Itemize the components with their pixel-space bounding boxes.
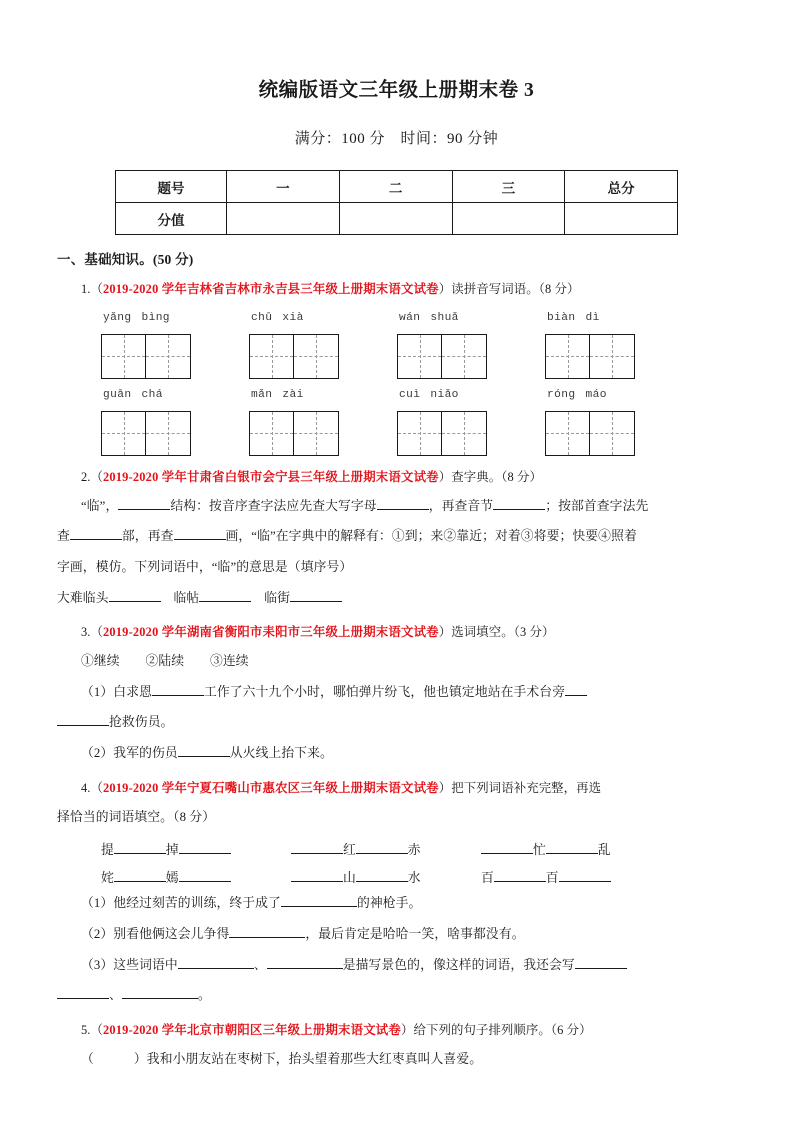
question-4-fill-2 — [57, 917, 736, 948]
tianzige-cell[interactable] — [397, 411, 442, 456]
tianzige-grid[interactable] — [545, 334, 693, 379]
q2-text: 查 — [57, 529, 70, 544]
q4-text: （1）他经过刻苦的训练，终于成了 — [81, 896, 281, 911]
score-table-wrapper — [57, 148, 736, 235]
idiom-item — [101, 867, 291, 886]
q3-text: （1）白求恩 — [81, 684, 152, 699]
q2-text: 结构：按音序查字法应先查大写字母 — [170, 498, 377, 513]
answer-blank[interactable] — [291, 853, 343, 854]
answer-blank[interactable] — [575, 968, 627, 969]
page-title: 统编版语文三年级上册期末卷 3 — [258, 80, 535, 101]
pinyin-label — [397, 312, 545, 330]
idiom-char: 忙 — [533, 843, 546, 858]
section-heading: 一、基础知识。(50 分) — [57, 252, 194, 268]
tianzige-cell[interactable] — [101, 411, 146, 456]
q4-text: 是描写景色的，像这样的词语，我还会写 — [342, 957, 575, 972]
tianzige-cell[interactable] — [294, 334, 339, 379]
q2-text: ，再查音节 — [428, 498, 494, 513]
idiom-char: 提 — [101, 843, 114, 858]
pinyin-label — [101, 312, 249, 330]
q4-text: 。 — [197, 988, 211, 1003]
answer-blank[interactable] — [481, 853, 533, 854]
answer-blank[interactable] — [179, 881, 231, 882]
question-2-number: 2.（ — [81, 469, 103, 484]
q4-text: （3）这些词语中 — [81, 957, 178, 972]
score-table-cell: 二 — [339, 171, 452, 203]
q5-text: ）我和小朋友站在枣树下，抬头望着那些大红枣真叫人喜爱。 — [133, 1052, 483, 1066]
tianzige-grid[interactable] — [397, 334, 545, 379]
tianzige-cell[interactable] — [590, 334, 635, 379]
answer-blank[interactable] — [565, 695, 587, 696]
answer-blank[interactable] — [377, 509, 429, 510]
tianzige-grid[interactable] — [545, 411, 693, 456]
idiom-item — [101, 839, 291, 858]
tianzige-cell[interactable] — [249, 411, 294, 456]
pinyin-row-1 — [57, 302, 736, 379]
question-5-prompt — [57, 1009, 736, 1042]
idiom-char: 百 — [481, 871, 494, 886]
pinyin-syllable: chū — [251, 311, 273, 324]
pinyin-item — [249, 312, 397, 379]
question-1-prompt — [57, 268, 736, 301]
exam-subtitle: 满分：100 分 时间：90 分钟 — [294, 131, 499, 148]
question-3-item-1-cont — [57, 705, 736, 736]
question-4-fill-3-cont — [57, 978, 736, 1009]
table-row — [116, 203, 678, 235]
question-4-fill-1 — [57, 886, 736, 917]
q2-text: “临”， — [81, 498, 119, 513]
pinyin-syllable: shuǎ — [430, 311, 459, 324]
pinyin-syllable: máo — [585, 388, 607, 401]
answer-blank[interactable] — [290, 601, 342, 602]
table-row — [116, 171, 678, 203]
answer-blank[interactable] — [356, 881, 408, 882]
question-3-options: ①继续 ②陆续 ③连续 — [81, 654, 249, 669]
answer-blank[interactable] — [229, 937, 305, 938]
idiom-char: 水 — [407, 871, 421, 886]
answer-blank[interactable] — [356, 853, 408, 854]
question-4-fill-3 — [57, 948, 736, 979]
question-2-tail: ）查字典。（8 分） — [438, 469, 542, 484]
pinyin-syllable: wán — [399, 311, 421, 324]
tianzige-grid[interactable] — [249, 334, 397, 379]
question-5-source: 2019-2020 学年北京市朝阳区三年级上册期末语文试卷 — [102, 1022, 401, 1037]
question-5-item-1 — [57, 1042, 736, 1073]
pinyin-label — [397, 389, 545, 407]
score-table-cell[interactable] — [339, 203, 452, 235]
question-1-number: 1.（ — [81, 282, 103, 297]
q2-text: 部，再查 — [121, 529, 174, 544]
q3-text: 从火线上抬下来。 — [229, 746, 333, 761]
score-table-row-label: 分值 — [116, 203, 227, 235]
score-table-row-label: 题号 — [116, 171, 227, 203]
question-1-source: 2019-2020 学年吉林省吉林市永吉县三年级上册期末语文试卷 — [102, 282, 439, 297]
answer-blank[interactable] — [57, 998, 109, 999]
question-3-source: 2019-2020 学年湖南省衡阳市耒阳市三年级上册期末语文试卷 — [102, 625, 439, 640]
answer-blank[interactable] — [291, 881, 343, 882]
q2-text: ；按部首查字法先 — [545, 498, 649, 513]
idiom-row-2 — [57, 858, 736, 886]
pinyin-syllable: cuì — [399, 388, 421, 401]
q2-text: 画，“临”在字典中的解释有：①到；来②靠近；对着③将要；快要④照着 — [225, 529, 637, 544]
question-2-line-1 — [57, 489, 736, 520]
tianzige-cell[interactable] — [442, 334, 487, 379]
pinyin-syllable: dì — [585, 311, 600, 324]
idiom-row-1 — [57, 830, 736, 858]
question-4-source: 2019-2020 学年宁夏石嘴山市惠农区三年级上册期末语文试卷 — [102, 780, 439, 795]
tianzige-grid[interactable] — [101, 334, 249, 379]
answer-blank[interactable] — [70, 539, 122, 540]
q3-text: 工作了六十九个小时，哪怕弹片纷飞，他也镇定地站在手术台旁 — [203, 684, 566, 699]
q2-word: 临帖 — [173, 590, 200, 605]
pinyin-item — [101, 389, 249, 456]
question-3-number: 3.（ — [81, 625, 103, 640]
answer-blank[interactable] — [109, 601, 161, 602]
idiom-item — [481, 867, 671, 886]
pinyin-row-2 — [57, 379, 736, 456]
tianzige-cell[interactable] — [294, 411, 339, 456]
pinyin-syllable: yǎng — [103, 311, 132, 324]
question-3-prompt — [57, 611, 736, 644]
pinyin-item — [249, 389, 397, 456]
question-5-number: 5.（ — [81, 1022, 103, 1037]
tianzige-grid[interactable] — [249, 411, 397, 456]
tianzige-cell[interactable] — [146, 334, 191, 379]
pinyin-syllable: bìng — [141, 311, 170, 324]
pinyin-item — [397, 312, 545, 379]
q3-text: 抢救伤员。 — [109, 715, 174, 730]
answer-blank[interactable] — [546, 853, 598, 854]
question-2-line-4 — [57, 581, 736, 612]
pinyin-label — [101, 389, 249, 407]
idiom-char: 山 — [343, 871, 356, 886]
tianzige-cell[interactable] — [397, 334, 442, 379]
answer-blank[interactable] — [494, 881, 546, 882]
pinyin-syllable: xià — [282, 311, 304, 324]
pinyin-syllable: zài — [282, 388, 304, 401]
answer-blank[interactable] — [114, 881, 166, 882]
score-table-cell: 三 — [452, 171, 565, 203]
pinyin-label — [249, 312, 397, 330]
answer-blank[interactable] — [178, 756, 230, 757]
question-4-number: 4.（ — [81, 780, 103, 795]
pinyin-item — [101, 312, 249, 379]
question-2-line-2 — [57, 519, 736, 550]
score-table-cell[interactable] — [227, 203, 340, 235]
q2-word: 临街 — [264, 590, 290, 605]
question-3-item-2 — [57, 736, 736, 767]
pinyin-item — [545, 389, 693, 456]
q4-text: 的神枪手。 — [356, 896, 422, 911]
q3-text: （2）我军的伤员 — [81, 746, 178, 761]
tianzige-cell[interactable] — [146, 411, 191, 456]
question-4-prompt-cont: 择恰当的词语填空。（8 分） — [57, 809, 216, 824]
q4-text: （2）别看他俩这会儿争得 — [81, 927, 230, 942]
answer-blank[interactable] — [174, 539, 226, 540]
idiom-item — [481, 839, 671, 858]
q4-text: 、 — [253, 957, 267, 972]
answer-blank[interactable] — [267, 968, 343, 969]
answer-blank[interactable] — [118, 509, 170, 510]
score-table-cell: 一 — [227, 171, 340, 203]
question-4-prompt — [57, 767, 736, 800]
question-5-tail: ）给下列的句子排列顺序。（6 分） — [401, 1022, 592, 1037]
tianzige-cell[interactable] — [590, 411, 635, 456]
answer-blank[interactable] — [114, 853, 166, 854]
tianzige-cell[interactable] — [442, 411, 487, 456]
pinyin-syllable: chá — [141, 388, 163, 401]
question-2-line-3: 字画，模仿。下列词语中，“临”的意思是（填序号） — [57, 559, 353, 574]
pinyin-syllable: róng — [547, 388, 576, 401]
idiom-char: 红 — [343, 843, 356, 858]
tianzige-grid[interactable] — [101, 411, 249, 456]
pinyin-syllable: mǎn — [251, 388, 273, 401]
question-2-prompt — [57, 456, 736, 489]
idiom-char: 嫣 — [165, 871, 179, 886]
tianzige-cell[interactable] — [545, 334, 590, 379]
pinyin-label — [545, 389, 693, 407]
idiom-char: 乱 — [597, 843, 611, 858]
answer-blank[interactable] — [493, 509, 545, 510]
idiom-item — [291, 839, 481, 858]
score-table-cell: 总分 — [565, 171, 678, 203]
score-table — [115, 170, 678, 235]
idiom-char: 赤 — [407, 843, 421, 858]
pinyin-syllable: guān — [103, 388, 132, 401]
q4-text: 、 — [109, 988, 122, 1003]
question-4-tail: ）把下列词语补充完整，再选 — [438, 780, 602, 795]
answer-blank[interactable] — [281, 906, 357, 907]
pinyin-item — [397, 389, 545, 456]
pinyin-label — [545, 312, 693, 330]
tianzige-grid[interactable] — [397, 411, 545, 456]
pinyin-syllable: biàn — [547, 311, 576, 324]
answer-blank[interactable] — [559, 881, 611, 882]
score-table-cell[interactable] — [452, 203, 565, 235]
idiom-char: 百 — [545, 871, 559, 886]
score-table-cell[interactable] — [565, 203, 678, 235]
tianzige-cell[interactable] — [101, 334, 146, 379]
question-3-tail: ）选词填空。（3 分） — [438, 625, 555, 640]
tianzige-cell[interactable] — [545, 411, 590, 456]
pinyin-label — [249, 389, 397, 407]
pinyin-syllable: niǎo — [430, 388, 459, 401]
tianzige-cell[interactable] — [249, 334, 294, 379]
answer-blank[interactable] — [179, 853, 231, 854]
question-3-item-1 — [57, 675, 736, 706]
idiom-char: 姹 — [101, 871, 114, 886]
idiom-item — [291, 867, 481, 886]
answer-blank[interactable] — [57, 725, 109, 726]
answer-blank[interactable] — [199, 601, 251, 602]
answer-blank[interactable] — [178, 968, 254, 969]
q4-text: ，最后肯定是哈哈一笑，啥事都没有。 — [305, 927, 525, 942]
question-2-source: 2019-2020 学年甘肃省白银市会宁县三年级上册期末语文试卷 — [102, 469, 439, 484]
q2-word: 大难临头 — [57, 590, 109, 605]
pinyin-item — [545, 312, 693, 379]
order-paren-open: （ — [81, 1052, 94, 1066]
question-1-tail: ）读拼音写词语。（8 分） — [438, 282, 580, 297]
idiom-char: 掉 — [165, 843, 179, 858]
answer-blank[interactable] — [122, 998, 198, 999]
answer-blank[interactable] — [152, 695, 204, 696]
